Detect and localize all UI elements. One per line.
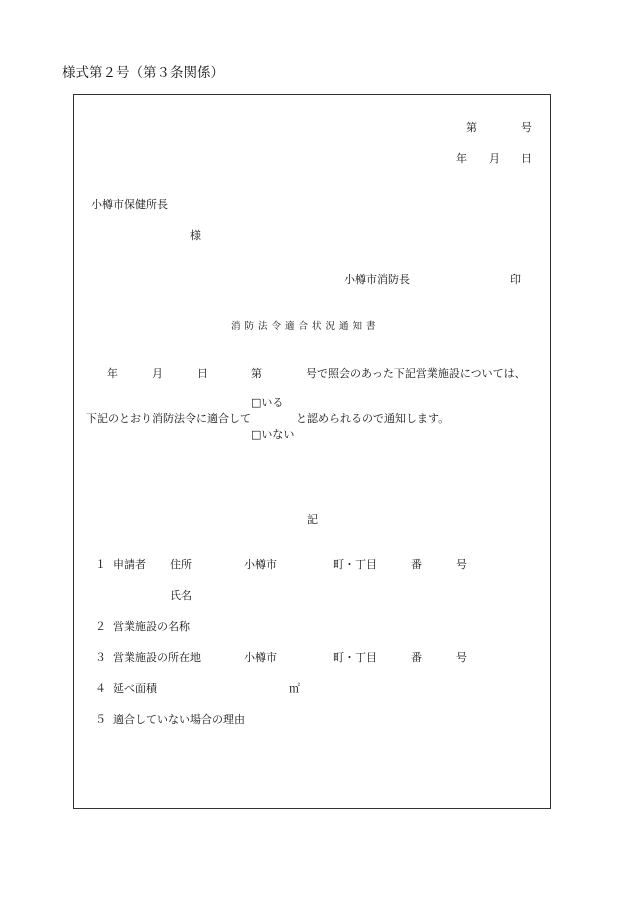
body-line2-pre: 下記のとおり消防法令に適合して [86, 412, 251, 425]
item2-number: ２ [95, 620, 106, 633]
item3-label: 営業施設の所在地 [113, 651, 201, 664]
item4-number: ４ [95, 682, 106, 695]
item1-name-label: 氏名 [170, 589, 192, 602]
number-dai: 第 [466, 121, 477, 134]
option-iru: □いる [251, 396, 284, 409]
sender-title: 小樽市消防長 [344, 273, 410, 286]
item1-go: 号 [456, 558, 467, 571]
item5-number: ５ [95, 713, 106, 726]
item1-address-label: 住所 [170, 558, 192, 571]
item3-city: 小樽市 [244, 651, 277, 664]
ref-day: 日 [197, 367, 208, 380]
form-number: 様式第２号（第３条関係） [62, 65, 224, 81]
body-line2-post: と認められるので通知します。 [296, 412, 450, 425]
item5-label: 適合していない場合の理由 [113, 713, 245, 726]
number-go: 号 [521, 121, 532, 134]
ref-text: 号で照会のあった下記営業施設については、 [306, 367, 526, 380]
date-year: 年 [456, 152, 467, 165]
date-month: 月 [489, 152, 500, 165]
document-title: 消防法令適合状況通知書 [231, 321, 380, 332]
addressee-honorific: 様 [190, 229, 201, 242]
item4-label: 延べ面積 [113, 682, 157, 695]
ref-month: 月 [152, 367, 163, 380]
item1-cho: 町・丁目 [333, 558, 377, 571]
addressee-office: 小樽市保健所長 [91, 198, 168, 211]
item3-number: ３ [95, 651, 106, 664]
item1-label: 申請者 [113, 558, 146, 571]
ref-dai: 第 [251, 367, 262, 380]
item2-label: 営業施設の名称 [113, 620, 190, 633]
item3-go: 号 [456, 651, 467, 664]
ref-year: 年 [107, 367, 118, 380]
item4-unit: ㎡ [289, 682, 300, 695]
ki-heading: 記 [307, 513, 318, 526]
seal-mark: 印 [510, 273, 521, 286]
option-inai: □いない [251, 428, 295, 441]
date-day: 日 [521, 152, 532, 165]
item1-number: １ [95, 558, 106, 571]
item1-ban: 番 [411, 558, 422, 571]
item1-city: 小樽市 [244, 558, 277, 571]
item3-cho: 町・丁目 [333, 651, 377, 664]
item3-ban: 番 [411, 651, 422, 664]
